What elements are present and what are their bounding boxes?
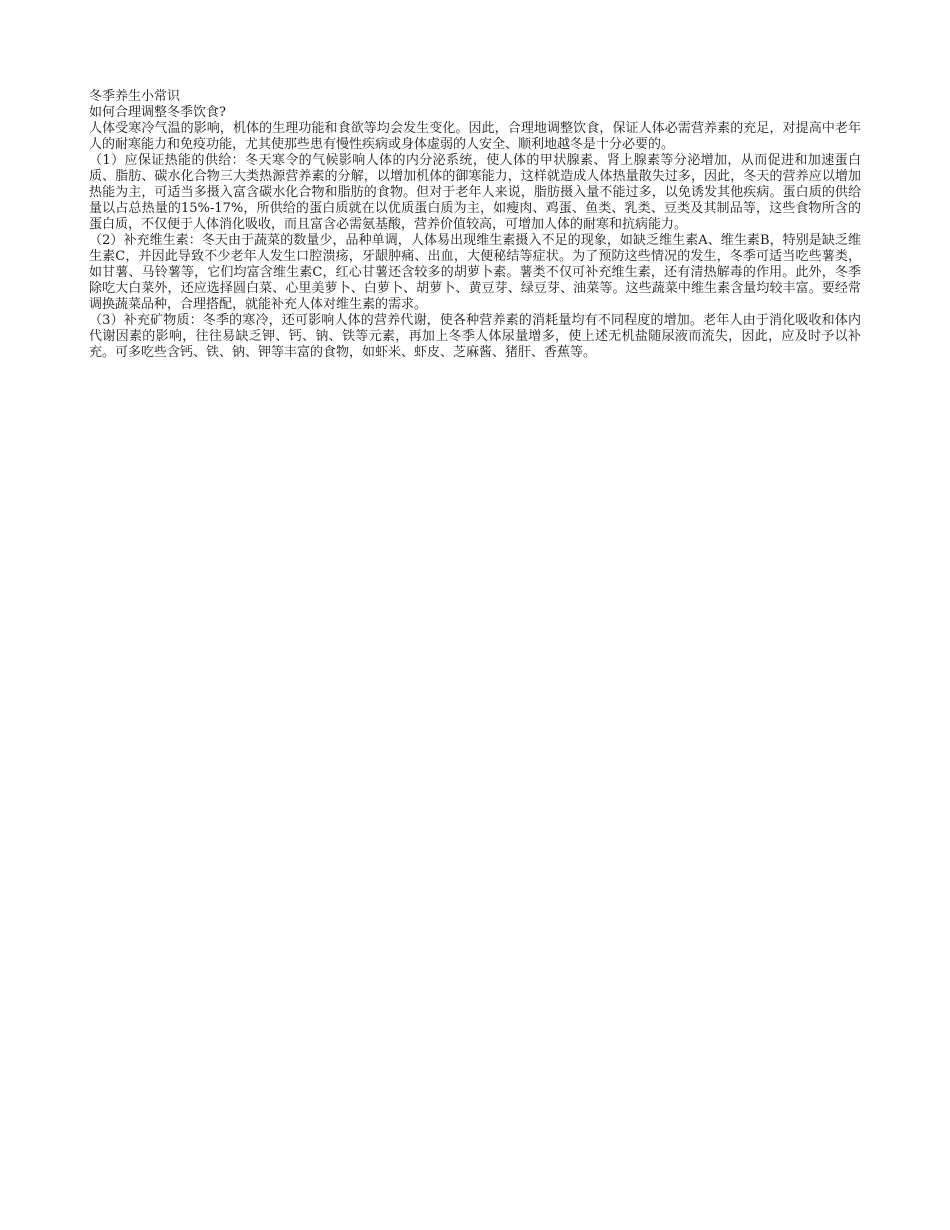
document-question: 如何合理调整冬季饮食? bbox=[89, 105, 226, 120]
section-energy-paragraph: （1）应保证热能的供给：冬天寒令的气候影响人体的内分泌系统，使人体的甲状腺素、肾上腺素等分泌增加，从而促进和加速蛋白质、脂肪、碳水化合物三大类热源营养素的分解，以增加机体的御寒能力，这样就造成人体热量散失过多，因此，冬天的营养应以增加热能为主，可适当多摄入富含碳水化合物和脂肪的食物。但对于老年人来说，脂肪摄入量不能过多，以免诱发其他疾病。蛋白质的供给量以占总热量的15%-17%，所供给的蛋白质就在以优质蛋白质为主，如瘦肉、鸡蛋、鱼类、乳类、豆类及其制品等，这些食物所含的蛋白质，不仅便于人体消化吸收，而且富含必需氨基酸，营养价值较高，可增加人体的耐寒和抗病能力。 bbox=[89, 153, 861, 232]
intro-paragraph: 人体受寒冷气温的影响，机体的生理功能和食欲等均会发生变化。因此，合理地调整饮食，保证人体必需营养素的充足，对提高中老年人的耐寒能力和免疫功能，尤其使那些患有慢性疾病或身体虚弱的人安全、顺利地越冬是十分必要的。 bbox=[89, 121, 861, 152]
section-vitamin-paragraph: （2）补充维生素：冬天由于蔬菜的数量少，品种单调，人体易出现维生素摄入不足的现象，如缺乏维生素A、维生素B，特别是缺乏维生素C，并因此导致不少老年人发生口腔溃疡，牙龈肿痛、出血，大便秘结等症状。为了预防这些情况的发生，冬季可适当吃些薯类，如甘薯、马铃薯等，它们均富含维生素C，红心甘薯还含较多的胡萝卜素。薯类不仅可补充维生素，还有清热解毒的作用。此外，冬季除吃大白菜外，还应选择圆白菜、心里美萝卜、白萝卜、胡萝卜、黄豆芽、绿豆芽、油菜等。这些蔬菜中维生素含量均较丰富。要经常调换蔬菜品种，合理搭配，就能补充人体对维生素的需求。 bbox=[89, 233, 861, 312]
document-body bbox=[89, 89, 861, 361]
section-mineral-paragraph: （3）补充矿物质：冬季的寒冷，还可影响人体的营养代谢，使各种营养素的消耗量均有不同程度的增加。老年人由于消化吸收和体内代谢因素的影响，往往易缺乏钾、钙、钠、铁等元素，再加上冬季人体尿量增多，使上述无机盐随尿液而流失，因此，应及时予以补充。可多吃些含钙、铁、钠、钾等丰富的食物，如虾米、虾皮、芝麻酱、猪肝、香蕉等。 bbox=[89, 313, 861, 360]
document-title: 冬季养生小常识 bbox=[89, 89, 181, 104]
